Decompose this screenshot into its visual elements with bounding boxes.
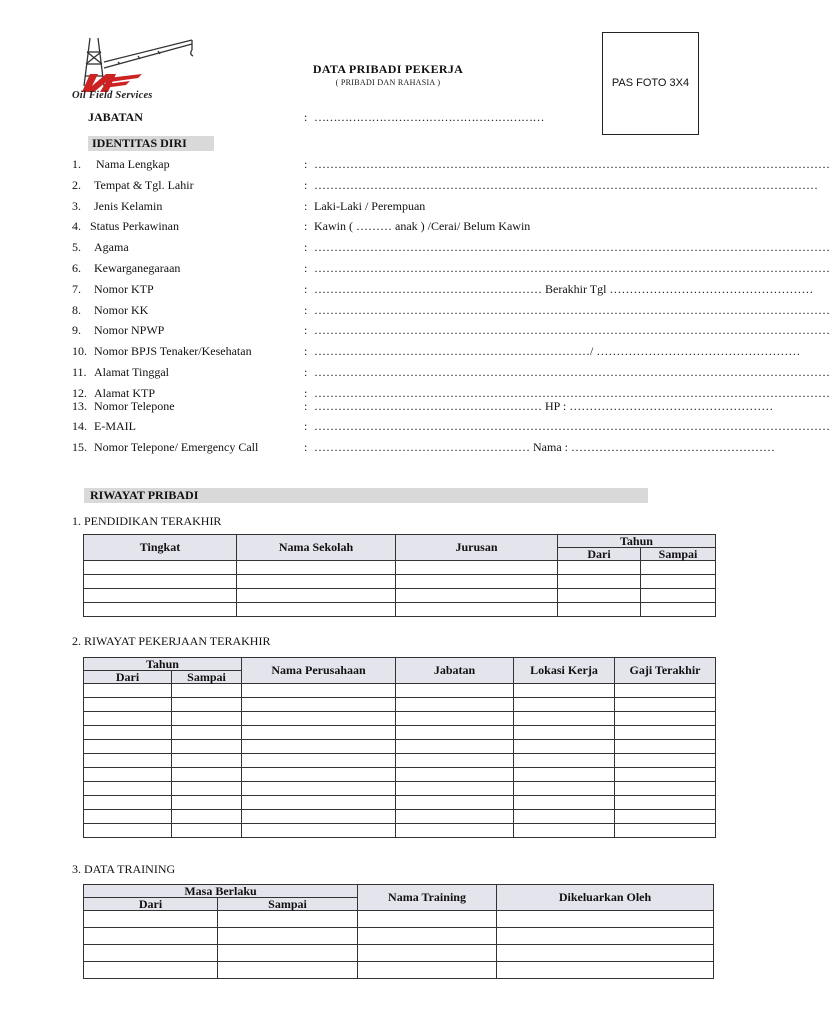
table-cell[interactable]: [218, 928, 358, 945]
table-cell[interactable]: [558, 603, 641, 617]
field-colon: :: [304, 440, 308, 454]
field-status-perkawinan[interactable]: Kawin ( ……… anak ) /Cerai/ Belum Kawin: [314, 219, 531, 233]
row-number: 11.: [72, 365, 87, 379]
table-cell[interactable]: [514, 782, 615, 796]
table-cell[interactable]: [396, 684, 514, 698]
field-colon: :: [304, 240, 308, 254]
row-number: 8.: [72, 303, 81, 317]
field-label-jenis-kelamin: Jenis Kelamin: [94, 199, 163, 213]
col-header-jabatan: Jabatan: [396, 658, 514, 684]
field-label-emergency-call: Nomor Telepone/ Emergency Call: [94, 440, 259, 454]
field-label-status-perkawinan: Status Perkawinan: [90, 219, 179, 233]
table-cell[interactable]: [615, 824, 716, 838]
table-cell[interactable]: [558, 575, 641, 589]
table-cell[interactable]: [641, 603, 716, 617]
table-cell[interactable]: [84, 712, 172, 726]
table-row: [84, 589, 716, 603]
table-cell[interactable]: [497, 928, 714, 945]
table-cell[interactable]: [242, 684, 396, 698]
table-cell[interactable]: [84, 810, 172, 824]
field-tempat-tgl-lahir[interactable]: ………………………………………………………………………………………………………………: [314, 178, 818, 192]
table-cell[interactable]: [84, 796, 172, 810]
table-row: [84, 796, 716, 810]
table-cell[interactable]: [84, 945, 218, 962]
pekerjaan-table: [83, 657, 716, 838]
table-cell[interactable]: [172, 712, 242, 726]
table-cell[interactable]: [615, 754, 716, 768]
table-cell[interactable]: [172, 726, 242, 740]
field-label-nomor-kk: Nomor KK: [94, 303, 149, 317]
field-label-nomor-telepone: Nomor Telepone: [94, 399, 175, 413]
table-cell[interactable]: [84, 754, 172, 768]
table-cell[interactable]: [641, 589, 716, 603]
field-colon: :: [304, 419, 308, 433]
table-cell[interactable]: [172, 810, 242, 824]
field-label-alamat-ktp: Alamat KTP: [94, 386, 155, 400]
field-label-kewarganegaraan: Kewarganegaraan: [94, 261, 181, 275]
col-header-dari: Dari: [84, 898, 218, 911]
table-cell[interactable]: [396, 754, 514, 768]
table-row: [84, 810, 716, 824]
table-cell[interactable]: [358, 945, 497, 962]
row-number: 6.: [72, 261, 81, 275]
col-header-tahun: Tahun: [558, 535, 716, 548]
pendidikan-table: [83, 534, 716, 617]
table-cell[interactable]: [514, 698, 615, 712]
field-jenis-kelamin[interactable]: Laki-Laki / Perempuan: [314, 199, 426, 213]
col-header-dikeluarkan-oleh: Dikeluarkan Oleh: [497, 885, 714, 911]
section-identitas-diri: IDENTITAS DIRI: [88, 136, 214, 151]
table-cell[interactable]: [558, 589, 641, 603]
table-row: [84, 754, 716, 768]
field-nomor-kk[interactable]: …………………………………………………………………………………………………………………: [314, 303, 830, 317]
table-cell[interactable]: [84, 684, 172, 698]
table-cell[interactable]: [84, 782, 172, 796]
table-row: [84, 740, 716, 754]
table-cell[interactable]: [396, 698, 514, 712]
form-subtitle: ( PRIBADI DAN RAHASIA ): [335, 78, 441, 87]
table-row: [84, 945, 714, 962]
table-cell[interactable]: [242, 782, 396, 796]
table-cell[interactable]: [396, 810, 514, 824]
field-colon: :: [304, 344, 308, 358]
col-header-dari: Dari: [558, 548, 641, 561]
table-cell[interactable]: [237, 603, 396, 617]
photo-box[interactable]: [602, 32, 699, 135]
row-number: 1.: [72, 157, 81, 171]
table-cell[interactable]: [615, 726, 716, 740]
row-number: 10.: [72, 344, 87, 358]
field-colon: :: [304, 261, 308, 275]
row-number: 2.: [72, 178, 81, 192]
field-label-nomor-npwp: Nomor NPWP: [94, 323, 165, 337]
field-colon: :: [304, 178, 308, 192]
field-label-agama: Agama: [94, 240, 129, 254]
field-nomor-bpjs[interactable]: ……………………………………………………………/ ……………………………………………: [314, 344, 801, 358]
photo-label: PAS FOTO 3X4: [611, 77, 690, 89]
table-cell[interactable]: [242, 824, 396, 838]
table-cell[interactable]: [84, 740, 172, 754]
table-cell[interactable]: [641, 561, 716, 575]
table-row: [84, 684, 716, 698]
field-nomor-npwp[interactable]: …………………………………………………………………………………………………………………: [314, 323, 830, 337]
col-header-tahun: Tahun: [84, 658, 242, 671]
table-row: [84, 911, 714, 928]
field-alamat-ktp[interactable]: …………………………………………………………………………………………………………………: [314, 386, 830, 400]
table-cell[interactable]: [84, 928, 218, 945]
table-cell[interactable]: [218, 945, 358, 962]
table-cell[interactable]: [514, 754, 615, 768]
table-row: [84, 962, 714, 979]
row-number: 3.: [72, 199, 81, 213]
table-cell[interactable]: [396, 726, 514, 740]
table-cell[interactable]: [242, 740, 396, 754]
table-cell[interactable]: [396, 740, 514, 754]
field-label-email: E-MAIL: [94, 419, 136, 433]
jabatan-colon: :: [304, 110, 308, 124]
pendidikan-heading: 1. PENDIDIKAN TERAKHIR: [72, 514, 222, 528]
table-cell[interactable]: [615, 698, 716, 712]
row-number: 7.: [72, 282, 81, 296]
field-label-nama-lengkap: Nama Lengkap: [96, 157, 170, 171]
row-number: 4.: [72, 219, 81, 233]
row-number: 14.: [72, 419, 87, 433]
table-cell[interactable]: [514, 768, 615, 782]
field-label-alamat-tinggal: Alamat Tinggal: [94, 365, 170, 379]
table-cell[interactable]: [396, 575, 558, 589]
table-row: [84, 824, 716, 838]
training-table: [83, 884, 714, 979]
table-row: [84, 782, 716, 796]
col-header-sampai: Sampai: [641, 548, 716, 561]
field-agama[interactable]: …………………………………………………………………………………………………………………: [314, 240, 830, 254]
col-header-nama-perusahaan: Nama Perusahaan: [242, 658, 396, 684]
table-cell[interactable]: [242, 698, 396, 712]
table-row: [84, 603, 716, 617]
field-kewarganegaraan[interactable]: …………………………………………………………………………………………………………………: [314, 261, 830, 275]
table-cell[interactable]: [396, 824, 514, 838]
table-cell[interactable]: [358, 928, 497, 945]
col-header-nama-sekolah: Nama Sekolah: [237, 535, 396, 561]
table-cell[interactable]: [84, 726, 172, 740]
field-colon: :: [304, 399, 308, 413]
table-row: [84, 698, 716, 712]
field-colon: :: [304, 219, 308, 233]
field-nama-lengkap[interactable]: …………………………………………………………………………………………………………………: [314, 157, 830, 171]
table-cell[interactable]: [84, 589, 237, 603]
col-header-gaji-terakhir: Gaji Terakhir: [615, 658, 716, 684]
table-cell[interactable]: [514, 796, 615, 810]
table-cell[interactable]: [218, 911, 358, 928]
table-cell[interactable]: [172, 796, 242, 810]
table-row: [84, 561, 716, 575]
table-cell[interactable]: [358, 911, 497, 928]
row-number: 9.: [72, 323, 81, 337]
table-cell[interactable]: [514, 726, 615, 740]
table-cell[interactable]: [172, 740, 242, 754]
field-label-nomor-ktp: Nomor KTP: [94, 282, 154, 296]
col-header-sampai: Sampai: [218, 898, 358, 911]
table-cell[interactable]: [84, 561, 237, 575]
table-cell[interactable]: [172, 684, 242, 698]
table-cell[interactable]: [615, 782, 716, 796]
field-colon: :: [304, 365, 308, 379]
training-heading: 3. DATA TRAINING: [72, 862, 176, 876]
table-cell[interactable]: [514, 684, 615, 698]
table-cell[interactable]: [497, 962, 714, 979]
table-cell[interactable]: [242, 726, 396, 740]
table-cell[interactable]: [84, 911, 218, 928]
table-cell[interactable]: [84, 962, 218, 979]
section-riwayat-pribadi: RIWAYAT PRIBADI: [84, 488, 648, 503]
table-cell[interactable]: [497, 945, 714, 962]
table-cell[interactable]: [514, 824, 615, 838]
table-row: [84, 712, 716, 726]
table-cell[interactable]: [242, 768, 396, 782]
table-row: [84, 928, 714, 945]
table-cell[interactable]: [242, 796, 396, 810]
company-logo-text: Oil Field Services: [72, 90, 153, 101]
table-cell[interactable]: [237, 589, 396, 603]
table-cell[interactable]: [172, 824, 242, 838]
table-cell[interactable]: [172, 768, 242, 782]
row-number: 12.: [72, 386, 87, 400]
table-cell[interactable]: [237, 561, 396, 575]
table-cell[interactable]: [172, 782, 242, 796]
table-cell[interactable]: [396, 712, 514, 726]
table-cell[interactable]: [172, 754, 242, 768]
table-cell[interactable]: [242, 712, 396, 726]
table-cell[interactable]: [615, 712, 716, 726]
table-cell[interactable]: [615, 768, 716, 782]
field-nomor-ktp[interactable]: ………………………………………………… Berakhir Tgl ……………………………………………: [314, 282, 814, 296]
field-colon: :: [304, 303, 308, 317]
col-header-jurusan: Jurusan: [396, 535, 558, 561]
jabatan-field[interactable]: ……………………………………………………: [314, 110, 544, 124]
table-cell[interactable]: [396, 589, 558, 603]
table-row: [84, 768, 716, 782]
field-label-nomor-bpjs: Nomor BPJS Tenaker/Kesehatan: [94, 344, 252, 358]
table-cell[interactable]: [218, 962, 358, 979]
table-cell[interactable]: [615, 810, 716, 824]
form-title: DATA PRIBADI PEKERJA: [312, 62, 464, 76]
table-cell[interactable]: [558, 561, 641, 575]
table-cell[interactable]: [172, 698, 242, 712]
pekerjaan-heading: 2. RIWAYAT PEKERJAAN TERAKHIR: [72, 634, 271, 648]
table-cell[interactable]: [242, 810, 396, 824]
field-colon: :: [304, 157, 308, 171]
col-header-sampai: Sampai: [172, 671, 242, 684]
table-cell[interactable]: [84, 698, 172, 712]
table-cell[interactable]: [641, 575, 716, 589]
field-email[interactable]: …………………………………………………………………………………………………………………: [314, 419, 830, 433]
table-cell[interactable]: [84, 824, 172, 838]
table-cell[interactable]: [84, 768, 172, 782]
table-cell[interactable]: [358, 962, 497, 979]
col-header-masa-berlaku: Masa Berlaku: [84, 885, 358, 898]
table-cell[interactable]: [84, 603, 237, 617]
field-colon: :: [304, 282, 308, 296]
field-alamat-tinggal[interactable]: …………………………………………………………………………………………………………………: [314, 365, 830, 379]
col-header-dari: Dari: [84, 671, 172, 684]
field-colon: :: [304, 199, 308, 213]
table-row: [84, 726, 716, 740]
table-cell[interactable]: [237, 575, 396, 589]
table-cell[interactable]: [396, 603, 558, 617]
row-number: 15.: [72, 440, 87, 454]
row-number: 13.: [72, 399, 87, 413]
table-cell[interactable]: [615, 740, 716, 754]
row-number: 5.: [72, 240, 81, 254]
table-cell[interactable]: [615, 796, 716, 810]
jabatan-label: JABATAN: [88, 110, 143, 124]
table-cell[interactable]: [514, 810, 615, 824]
col-header-nama-training: Nama Training: [358, 885, 497, 911]
field-colon: :: [304, 323, 308, 337]
table-cell[interactable]: [514, 740, 615, 754]
col-header-tingkat: Tingkat: [84, 535, 237, 561]
table-cell[interactable]: [396, 561, 558, 575]
table-cell[interactable]: [242, 754, 396, 768]
table-row: [84, 575, 716, 589]
table-cell[interactable]: [396, 796, 514, 810]
table-cell[interactable]: [615, 684, 716, 698]
table-cell[interactable]: [84, 575, 237, 589]
table-cell[interactable]: [497, 911, 714, 928]
field-label-tempat-tgl-lahir: Tempat & Tgl. Lahir: [94, 178, 194, 192]
field-colon: :: [304, 386, 308, 400]
table-cell[interactable]: [514, 712, 615, 726]
table-cell[interactable]: [396, 768, 514, 782]
table-cell[interactable]: [396, 782, 514, 796]
field-nomor-telepone[interactable]: ………………………………………………… HP : ……………………………………………: [314, 399, 774, 413]
field-emergency-call[interactable]: ……………………………………………… Nama : ……………………………………………: [314, 440, 775, 454]
col-header-lokasi-kerja: Lokasi Kerja: [514, 658, 615, 684]
